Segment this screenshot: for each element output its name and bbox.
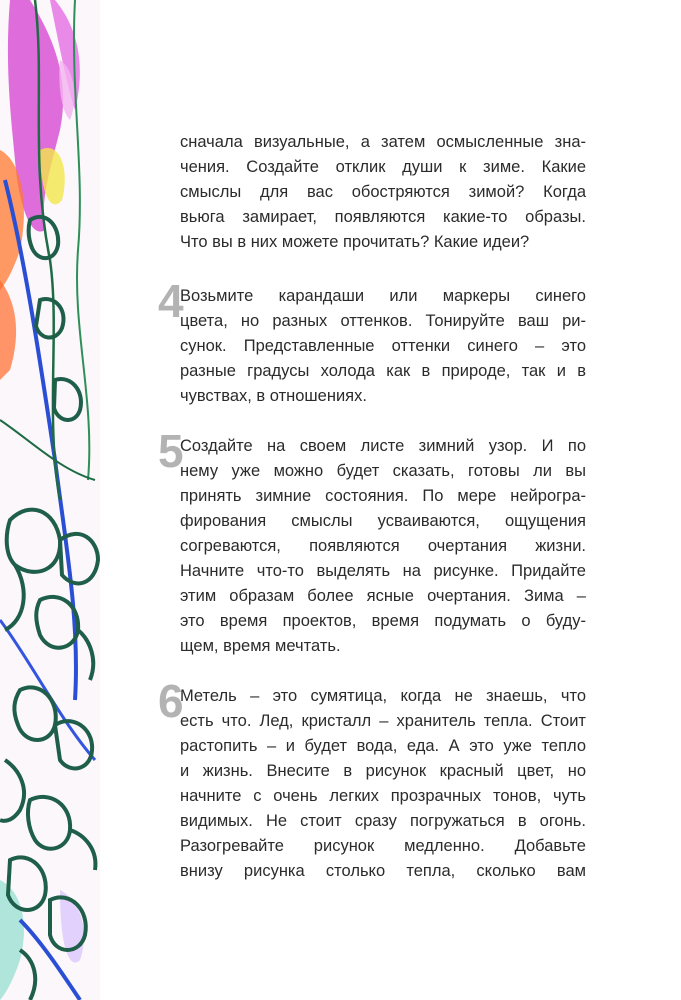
text-line: цвета, но разных оттенков. Тонируйте ваш ри- xyxy=(180,312,586,330)
step-number: 5 xyxy=(158,425,184,477)
step-number: 6 xyxy=(158,675,184,727)
text-line: и жизнь. Внесите в рисунок красный цвет, но xyxy=(180,762,586,780)
intro-paragraph xyxy=(180,130,586,255)
text-line: Создайте на своем листе зимний узор. И по xyxy=(180,437,586,455)
step-number: 4 xyxy=(158,275,184,327)
neurographic-illustration xyxy=(0,0,100,1000)
text-line: Начните что-то выделять на рисунке. Придайте xyxy=(180,562,586,580)
text-line: Разогревайте рисунок медленно. Добавьте xyxy=(180,837,586,855)
text-line: сунок. Представленные оттенки синего – это xyxy=(180,337,586,355)
text-line: сначала визуальные, а затем осмысленные зна- xyxy=(180,133,586,151)
text-line: растопить – и будет вода, еда. А это уже тепло xyxy=(180,737,586,755)
text-line: Метель – это сумятица, когда не знаешь, что xyxy=(180,687,586,705)
step-6-paragraph xyxy=(158,675,586,884)
text-line: видимых. Не стоит сразу погружаться в огонь. xyxy=(180,812,586,830)
text-line: есть что. Лед, кристалл – хранитель тепла. Стоит xyxy=(180,712,586,730)
text-line: внизу рисунка столько тепла, сколько вам xyxy=(180,862,586,880)
text-line: щем, время мечтать. xyxy=(180,637,341,655)
text-line: Что вы в них можете прочитать? Какие идеи? xyxy=(180,233,530,251)
step-4-paragraph xyxy=(158,275,586,409)
text-line: согреваются, появляются очертания жизни. xyxy=(180,537,586,555)
text-line: разные градусы холода как в природе, так и в xyxy=(180,362,586,380)
text-line: Возьмите карандаши или маркеры синего xyxy=(180,287,586,305)
text-line: принять зимние состояния. По мере нейрогра- xyxy=(180,487,586,505)
step-5-paragraph xyxy=(158,425,586,659)
text-line: вьюга замирает, появляются какие-то образы. xyxy=(180,208,586,226)
neurographic-drawing-icon xyxy=(0,0,100,1000)
text-line: фирования смыслы усваиваются, ощущения xyxy=(180,512,586,530)
text-line: нему уже можно будет сказать, готовы ли вы xyxy=(180,462,586,480)
text-line: этим образам более ясные очертания. Зима – xyxy=(180,587,586,605)
text-line: начните с очень легких прозрачных тонов, чуть xyxy=(180,787,586,805)
text-line: смыслы для вас обостряются зимой? Когда xyxy=(180,183,586,201)
text-line: чувствах, в отношениях. xyxy=(180,387,367,405)
text-line: чения. Создайте отклик души к зиме. Какие xyxy=(180,158,586,176)
page-text-column xyxy=(158,0,586,1000)
text-line: это время проектов, время подумать о буду- xyxy=(180,612,586,630)
